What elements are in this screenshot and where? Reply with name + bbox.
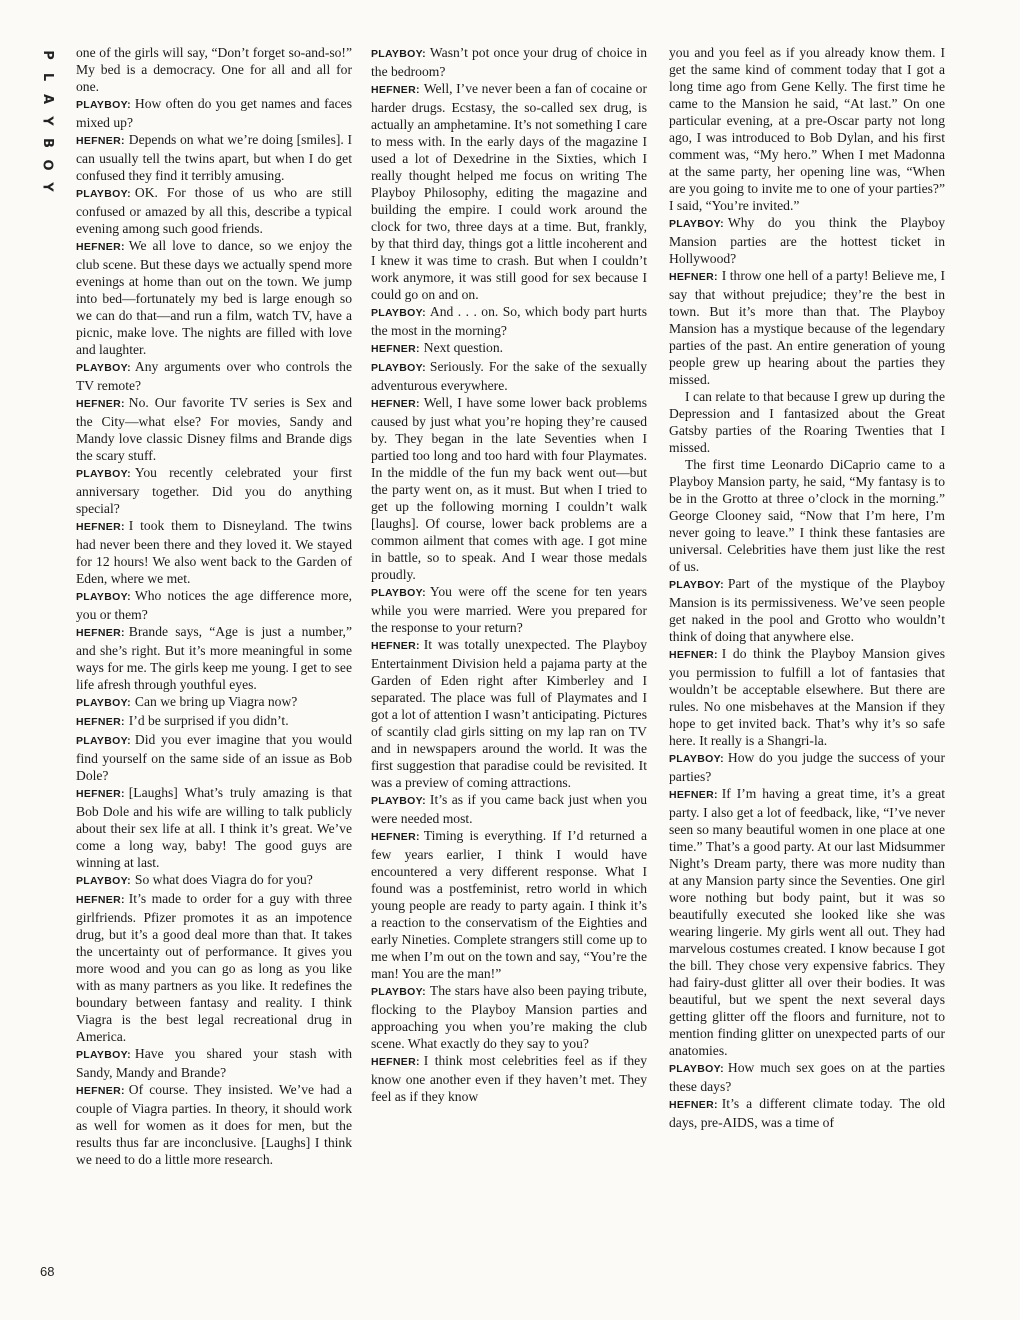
paragraph-text: one of the girls will say, “Don’t forget so-and-so!” My bed is a democracy. One for all and all for one. xyxy=(76,45,352,94)
speaker-label: PLAYBOY: xyxy=(76,735,131,747)
paragraph-text: I do think the Playboy Mansion gives you permission to fulfill a lot of fantasies that wouldn’t be acceptable elsewhere. But there are rules. No one misbehaves at the Mansion if they hope to get invited back. That’s why it’s so safe here. It really is a Shangri-la. xyxy=(669,646,945,748)
speaker-label: HEFNER: xyxy=(371,84,420,96)
paragraph-text: No. Our favorite TV series is Sex and the City—what else? For movies, Sandy and Mandy love classic Disney films and Brande digs the scary stuff. xyxy=(76,395,352,463)
paragraph-text: Brande says, “Age is just a number,” and she’s right. But it’s more meaningful in some ways for me. The girls keep me young. I get to see life afresh through youthful eyes. xyxy=(76,624,352,692)
paragraph-text: Timing is everything. If I’d returned a few years earlier, I think I would have encountered a very different response. What I found was a postfeminist, retro world in which young people are ready to party again. I think it’s a reaction to the conservatism of the Eighties and early Nineties. Complete strangers still come up to me when I’m out on the town and say, “You’re the man! You are the man!” xyxy=(371,828,647,981)
speaker-label: HEFNER: xyxy=(76,241,125,253)
side-magazine-mark xyxy=(36,44,58,198)
interview-paragraph xyxy=(76,784,352,871)
paragraph-text: How do you judge the success of your parties? xyxy=(669,750,945,784)
speaker-label: PLAYBOY: xyxy=(76,591,131,603)
interview-paragraph xyxy=(76,623,352,693)
speaker-label: HEFNER: xyxy=(76,894,125,906)
paragraph-text: OK. For those of us who are still confused or amazed by all this, describe a typical evening among such good friends. xyxy=(76,185,352,236)
paragraph-text: you and you feel as if you already know them. I get the same kind of comment today that I got a long time ago from Gene Kelly. The first time he came to the Mansion he said, “At last.” On one particular evening, at a pre-Oscar party not long ago, I was introduced to Bob Dylan, and his first comment was, “My hero.” When I met Madonna at the same party, her opening line was, “When are you going to invite me to one of your parties?” I said, “You’re invited.” xyxy=(669,45,945,213)
interview-paragraph xyxy=(371,1052,647,1105)
paragraph-text: You were off the scene for ten years while you were married. Were you prepared for the response to your return? xyxy=(371,584,647,635)
speaker-label: PLAYBOY: xyxy=(669,218,724,230)
interview-paragraph xyxy=(669,785,945,1059)
interview-paragraph xyxy=(76,890,352,1045)
speaker-label: PLAYBOY: xyxy=(371,362,426,374)
paragraph-text: We all love to dance, so we enjoy the club scene. But these days we actually spend more evenings at home than out on the town. We jump into bed—fortunately my bed is large enough so we can do that—and run a film, watch TV, have a picnic, make love. The nights are filled with love and laughter. xyxy=(76,238,352,357)
text-column-2 xyxy=(371,44,647,1105)
speaker-label: HEFNER: xyxy=(76,627,125,639)
paragraph-text: Have you shared your stash with Sandy, Mandy and Brande? xyxy=(76,1046,352,1080)
interview-paragraph xyxy=(669,1059,945,1095)
paragraph-text: It’s as if you came back just when you were needed most. xyxy=(371,792,647,826)
interview-paragraph xyxy=(669,214,945,267)
interview-paragraph xyxy=(669,645,945,749)
interview-paragraph xyxy=(76,693,352,712)
interview-paragraph xyxy=(371,636,647,791)
text-column-1 xyxy=(76,44,352,1168)
paragraph-text: Well, I’ve never been a fan of cocaine or harder drugs. Ecstasy, the so-called sex drug, is actually an amphetamine. It’s not something I care to mess with. In the early days of the magazine I used a lot of Dexedrine in the Sixties, which I really thought helped me focus on writing The Playboy Philosophy, editing the magazine and building the empire. I could work around the clock for two, three days at a time. But, frankly, by that third day, things got a little incoherent and I knew it was time to crash. But when I couldn’t work anymore, it was still good for sex because I could go on and on. xyxy=(371,81,647,302)
side-mark-letter: P xyxy=(40,50,55,60)
speaker-label: PLAYBOY: xyxy=(76,697,131,709)
speaker-label: HEFNER: xyxy=(669,789,718,801)
paragraph-text: Of course. They insisted. We’ve had a couple of Viagra parties. In theory, it should work as well for women as it does for men, but the results thus far are inconclusive. [Laughs] I think we need to do a little more research. xyxy=(76,1082,352,1167)
side-mark-letter: A xyxy=(40,93,55,105)
interview-paragraph xyxy=(371,80,647,303)
interview-paragraph xyxy=(371,583,647,636)
paragraph-text: Did you ever imagine that you would find yourself on the same side of an issue as Bob Dole? xyxy=(76,732,352,783)
speaker-label: HEFNER: xyxy=(371,831,420,843)
interview-paragraph xyxy=(76,1045,352,1081)
interview-paragraph xyxy=(76,358,352,394)
paragraph-text: Part of the mystique of the Playboy Mansion is its permissiveness. We’ve seen people get naked in the pool and Grotto who wouldn’t think of doing that anywhere else. xyxy=(669,576,945,644)
side-mark-letter: Y xyxy=(39,182,55,192)
speaker-label: PLAYBOY: xyxy=(371,48,426,60)
speaker-label: HEFNER: xyxy=(76,788,125,800)
paragraph-text: Next question. xyxy=(423,340,504,355)
paragraph-text: Who notices the age difference more, you or them? xyxy=(76,588,352,622)
speaker-label: HEFNER: xyxy=(669,271,718,283)
speaker-label: PLAYBOY: xyxy=(669,579,724,591)
paragraph-text: It’s a different climate today. The old days, pre-AIDS, was a time of xyxy=(669,1096,945,1130)
interview-paragraph xyxy=(371,44,647,80)
paragraph-text: And . . . on. So, which body part hurts the most in the morning? xyxy=(371,304,647,338)
paragraph-text: It was totally unexpected. The Playboy Entertainment Division held a pajama party at the Garden of Eden right after Kimberley and I separated. The place was full of Playmates and I got a lot of attention I wasn’t anticipating. Pictures of scantily clad girls sitting on my lap ran on TV and in newspapers around the world. It was the first suggestion that paradise could be revisited. It was a preview of coming attractions. xyxy=(371,637,647,790)
side-mark-letter: B xyxy=(39,138,55,148)
interview-paragraph xyxy=(669,749,945,785)
paragraph-text: I throw one hell of a party! Believe me, I say that without prejudice; they’re the best in town. But it’s more than that. The Playboy Mansion has a mystique because of the legendary parties of the past. An entire generation of young people grew up hearing about the parties they missed. xyxy=(669,268,945,387)
speaker-label: PLAYBOY: xyxy=(76,188,131,200)
speaker-label: HEFNER: xyxy=(76,135,125,147)
interview-paragraph xyxy=(371,358,647,394)
interview-paragraph xyxy=(76,517,352,587)
paragraph-text: I can relate to that because I grew up during the Depression and I fantasized about the Great Gatsby parties of the Roaring Twenties that I missed. xyxy=(669,389,945,455)
paragraph-text: The first time Leonardo DiCaprio came to a Playboy Mansion party, he said, “My fantasy is to be in the Grotto at three o’clock in the morning.” George Clooney said, “Now that I’m here, I’m never going to leave.” I think these fantasies are universal. Celebrities have them just like the rest of us. xyxy=(669,457,945,574)
paragraph-text: I think most celebrities feel as if they know one another even if they haven’t met. They feel as if they know xyxy=(371,1053,647,1104)
speaker-label: HEFNER: xyxy=(76,716,125,728)
paragraph-text: The stars have also been paying tribute, flocking to the Playboy Mansion parties and approaching you when you’re making the club scene. What exactly do they say to you? xyxy=(371,983,647,1051)
paragraph-text: I’d be surprised if you didn’t. xyxy=(128,713,289,728)
interview-paragraph xyxy=(76,731,352,784)
side-mark-letter: Y xyxy=(39,116,55,126)
speaker-label: HEFNER: xyxy=(669,649,718,661)
paragraph-text: Wasn’t pot once your drug of choice in the bedroom? xyxy=(371,45,647,79)
interview-paragraph xyxy=(76,184,352,237)
speaker-label: PLAYBOY: xyxy=(371,587,426,599)
interview-paragraph xyxy=(371,791,647,827)
interview-paragraph xyxy=(371,339,647,358)
speaker-label: HEFNER: xyxy=(669,1099,718,1111)
paragraph-text: So what does Viagra do for you? xyxy=(134,872,313,887)
paragraph-text: You recently celebrated your first anniversary together. Did you do anything special? xyxy=(76,465,352,516)
speaker-label: PLAYBOY: xyxy=(371,307,426,319)
speaker-label: HEFNER: xyxy=(371,1056,420,1068)
interview-paragraph xyxy=(669,388,945,456)
paragraph-text: How often do you get names and faces mixed up? xyxy=(76,96,352,130)
interview-paragraph xyxy=(669,575,945,645)
interview-paragraph xyxy=(76,131,352,184)
interview-paragraph xyxy=(76,587,352,623)
paragraph-text: [Laughs] What’s truly amazing is that Bob Dole and his wife are willing to talk publicly about their sex life at all. I think it’s great. We’ve come a long way, baby! The good guys are winning at last. xyxy=(76,785,352,870)
speaker-label: PLAYBOY: xyxy=(371,795,426,807)
interview-paragraph xyxy=(76,1081,352,1168)
side-mark-letter: L xyxy=(39,72,55,82)
speaker-label: HEFNER: xyxy=(76,1085,125,1097)
speaker-label: HEFNER: xyxy=(371,398,420,410)
interview-paragraph xyxy=(669,1095,945,1131)
speaker-label: PLAYBOY: xyxy=(76,99,131,111)
interview-paragraph xyxy=(76,464,352,517)
speaker-label: PLAYBOY: xyxy=(76,468,131,480)
paragraph-text: Any arguments over who controls the TV remote? xyxy=(76,359,352,393)
interview-paragraph xyxy=(76,871,352,890)
speaker-label: PLAYBOY: xyxy=(76,875,131,887)
speaker-label: HEFNER: xyxy=(371,640,420,652)
interview-paragraph xyxy=(669,456,945,575)
speaker-label: PLAYBOY: xyxy=(669,1063,724,1075)
interview-paragraph xyxy=(76,712,352,731)
interview-paragraph xyxy=(371,303,647,339)
paragraph-text: I took them to Disneyland. The twins had never been there and they loved it. We stayed for 12 hours! We also went back to the Garden of Eden, where we met. xyxy=(76,518,352,586)
speaker-label: PLAYBOY: xyxy=(669,753,724,765)
speaker-label: HEFNER: xyxy=(371,343,420,355)
paragraph-text: Why do you think the Playboy Mansion parties are the hottest ticket in Hollywood? xyxy=(669,215,945,266)
side-mark-letter: O xyxy=(40,159,55,171)
speaker-label: PLAYBOY: xyxy=(76,1049,131,1061)
text-column-3 xyxy=(669,44,945,1131)
paragraph-text: It’s made to order for a guy with three girlfriends. Pfizer promotes it as an impotence drug, but it’s a good deal more than that. It takes the uncertainty out of performance. It gives you more wood and you can go as long as you like with as many partners as you like. It redefines the boundary between fantasy and reality. I think Viagra is the best legal recreational drug in America. xyxy=(76,891,352,1044)
interview-paragraph xyxy=(76,44,352,95)
interview-paragraph xyxy=(76,394,352,464)
paragraph-text: How much sex goes on at the parties these days? xyxy=(669,1060,945,1094)
paragraph-text: If I’m having a great time, it’s a great party. I also get a lot of feedback, like, “I’ve never seen so many beautiful women in one place at one time.” That’s a good party. At our last Midsummer Night’s Dream party, there was more nudity than at any Mansion party since the Seventies. One girl wore nothing but body paint, but it was so beautifully executed she looked like she was wearing lingerie. My girls went all out. They had marvelous costumes created. I know because I got the bill. They chose very expensive fabrics. They had fairy-dust glitter all over their bodies. It was beautiful, but we spent the next several days getting glitter off the floors and furniture, not to mention finding glitter on unexpected parts of our anatomies. xyxy=(669,786,945,1058)
interview-paragraph xyxy=(669,44,945,214)
interview-paragraph xyxy=(371,394,647,583)
interview-paragraph xyxy=(669,267,945,388)
speaker-label: PLAYBOY: xyxy=(371,986,426,998)
speaker-label: HEFNER: xyxy=(76,521,125,533)
interview-paragraph xyxy=(371,827,647,982)
interview-paragraph xyxy=(371,982,647,1052)
interview-paragraph xyxy=(76,95,352,131)
speaker-label: HEFNER: xyxy=(76,398,125,410)
paragraph-text: Seriously. For the sake of the sexually adventurous everywhere. xyxy=(371,359,647,393)
interview-paragraph xyxy=(76,237,352,358)
speaker-label: PLAYBOY: xyxy=(76,362,131,374)
paragraph-text: Well, I have some lower back problems caused by just what you’re hoping they’re caused by. They began in the late Seventies when I partied too long and too hard with four Playmates. In the middle of the fun my back went out—but the party went on, as it must. But when I tried to get up the following morning I couldn’t walk [laughs]. Of course, lower back problems are a common ailment that comes with age. I got mine in battle, so to speak. And I wear those medals proudly. xyxy=(371,395,647,582)
paragraph-text: Can we bring up Viagra now? xyxy=(134,694,298,709)
paragraph-text: Depends on what we’re doing [smiles]. I can usually tell the twins apart, but when I do get confused they find it terribly amusing. xyxy=(76,132,352,183)
page-number: 68 xyxy=(40,1264,55,1279)
